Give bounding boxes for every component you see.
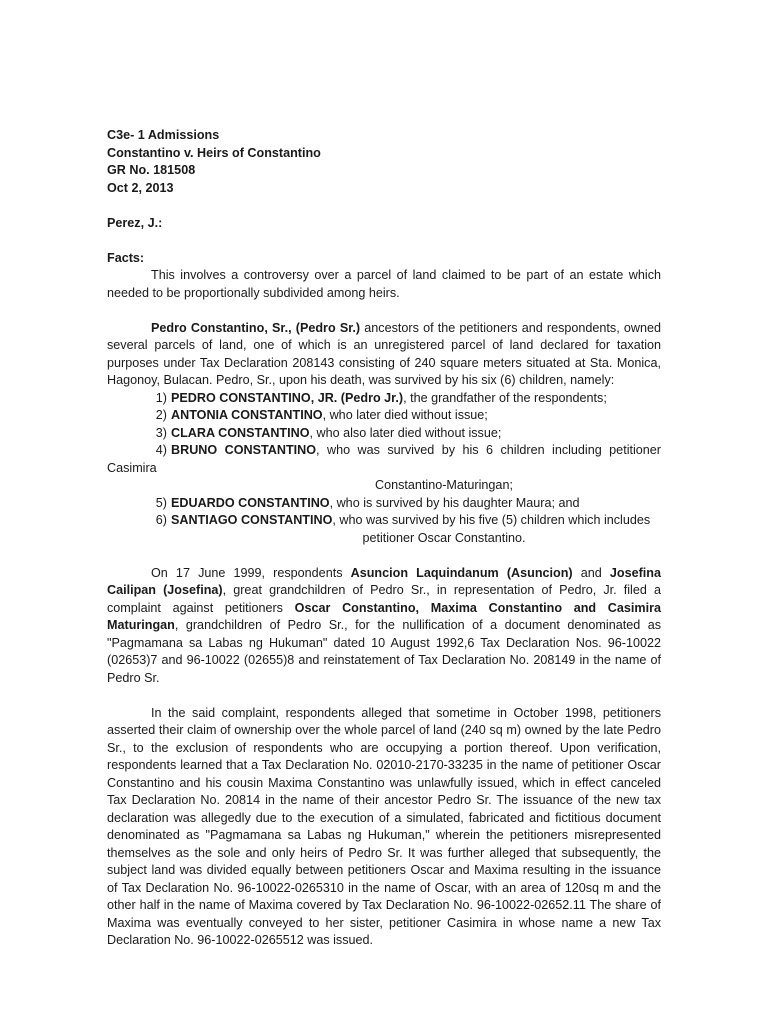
paragraph-intro: This involves a controversy over a parcel of land claimed to be part of an estate which needed to be proportionally subdivided among heirs. [107,268,661,300]
list-item: 6) SANTIAGO CONSTANTINO, who was survived by his five (5) children which includes petitioner Oscar Constantino. [155,513,651,545]
ancestor-name: Pedro Constantino, Sr., (Pedro Sr.) [151,320,361,335]
case-course-code: C3e- 1 Admissions [107,128,220,142]
heirs-list [107,390,661,548]
list-item: 2) ANTONIA CONSTANTINO, who later died without issue; [155,408,488,422]
document-body [107,127,661,950]
facts-heading: Facts: [107,250,145,265]
ponente: Perez, J.: [107,215,163,230]
list-item: 4) BRUNO CONSTANTINO, who was survived by his 6 children including petitioner Casimira Constantino-Maturingan; [107,443,661,492]
list-item: 5) EDUARDO CONSTANTINO, who is survived by his daughter Maura; and [155,495,580,510]
paragraph-allegations: In the said complaint, respondents alleged that sometime in October 1998, petitioners asserted their claim of ownership over the whole parcel of land (240 sq m) owned by the late Pedro Sr., to the exclusion of respondents who are occupying a portion thereof. Upon verification, respondents learned that a Tax Declaration No. 02010-2170-33235 in the name of petitioner Oscar Constantino and his cousin Maxima Constantino was unlawfully issued, which in effect canceled Tax Declaration No. 20814 in the name of their ancestor Pedro Sr. The issuance of the new tax declaration was allegedly due to the execution of a simulated, fabricated and fictitious document denominated as "Pagmamana sa Labas ng Hukuman," wherein the petitioners misrepresented themselves as the sole and only heirs of Pedro Sr. It was further alleged that subsequently, the subject land was divided equally between petitioners Oscar and Maxima resulting in the issuance of Tax Declaration No. 96-10022-0265310 in the name of Oscar, with an area of 120sq m and the other half in the name of Maxima covered by Tax Declaration No. 96-10022-02652.11 The share of Maxima was eventually conveyed to her sister, petitioner Casimira in whose name a new Tax Declaration No. 96-10022-0265512 was issued. [107,705,661,947]
list-item: 3) CLARA CONSTANTINO, who also later died without issue; [155,425,502,440]
paragraph-complaint: On 17 June 1999, respondents Asuncion Laquindanum (Asuncion) and Josefina Cailipan (Josefina), great grandchildren of Pedro Sr., in representation of Pedro, Jr. filed a complaint against petitioners Oscar Constantino, Maxima Constantino and Casimira Maturingan, grandchildren of Pedro Sr., for the nullification of a document denominated as "Pagmamana sa Labas ng Hukuman" dated 10 August 1992,6 Tax Declaration Nos. 96-10022 (02653)7 and 96-10022 (02655)8 and reinstatement of Tax Declaration No. 208149 in the name of Pedro Sr. [107,565,662,685]
case-gr-number: GR No. 181508 [107,163,196,177]
case-title: Constantino v. Heirs of Constantino [107,145,321,160]
paragraph-ancestor: Pedro Constantino, Sr., (Pedro Sr.) ancestors of the petitioners and respondents, owned several parcels of land, one of which is an unregistered parcel of land declared for taxation purposes under Tax Declaration 208143 consisting of 240 square meters situated at Sta. Monica, Hagonoy, Bulacan. Pedro, Sr., upon his death, was survived by his six (6) children, namely: [107,320,661,387]
case-date: Oct 2, 2013 [107,180,174,195]
list-item: 1) PEDRO CONSTANTINO, JR. (Pedro Jr.), the grandfather of the respondents; [155,390,607,405]
